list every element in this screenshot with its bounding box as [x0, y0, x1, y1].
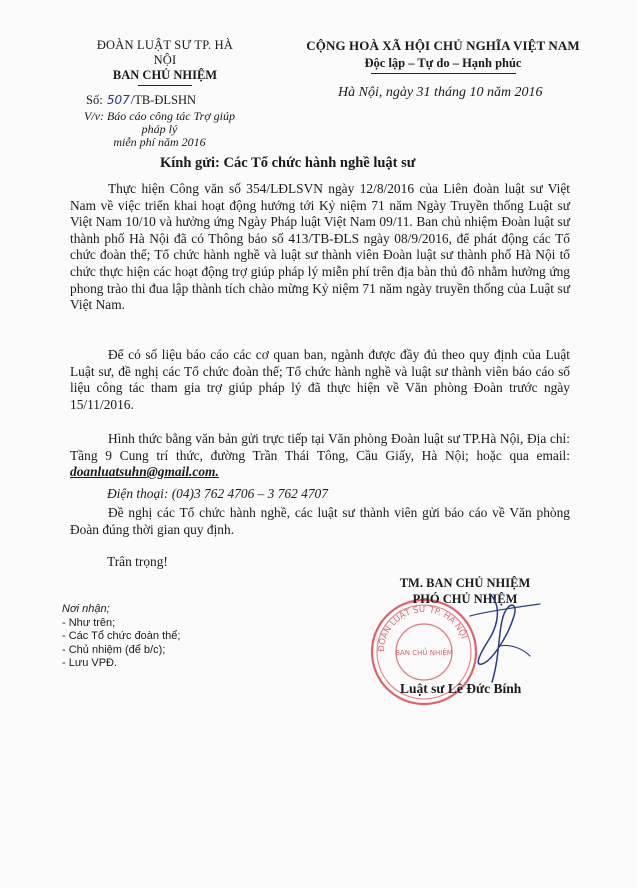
- seal-center-text: BAN CHỦ NHIỆM: [395, 649, 453, 657]
- org-name: ĐOÀN LUẬT SƯ TP. HÀ NỘI: [96, 38, 234, 67]
- document-number: [86, 93, 196, 108]
- recipient-item: - Chủ nhiệm (để b/c);: [62, 643, 166, 656]
- phone-line: Điện thoại: (04)3 762 4706 – 3 762 4707: [107, 486, 328, 501]
- body-paragraph-3: [70, 431, 570, 481]
- recipients-list: [62, 603, 180, 671]
- org-underline: [138, 85, 192, 86]
- recipient-item: - Các Tổ chức đoàn thể;: [62, 630, 181, 643]
- nation-motto: Độc lập – Tự do – Hạnh phúc: [364, 56, 522, 70]
- recipient-item: - Lưu VPĐ.: [62, 657, 118, 670]
- org-department: BAN CHỦ NHIỆM: [112, 68, 218, 82]
- issuing-organization: [90, 38, 240, 86]
- doc-number-suffix: /TB-ĐLSHN: [130, 93, 196, 107]
- subject-line-1: V/v: Báo cáo công tác Trợ giúp pháp lý: [83, 109, 236, 136]
- greeting-prefix: Kính gửi:: [160, 155, 220, 171]
- date-line: Hà Nội, ngày 31 tháng 10 năm 2016: [338, 85, 543, 100]
- doc-number-prefix: Số:: [86, 93, 103, 107]
- handwritten-signature: [430, 586, 550, 696]
- motto-underline: [371, 73, 516, 74]
- closing-regards: Trân trọng!: [107, 554, 168, 569]
- body-paragraph-2: Để có số liệu báo cáo các cơ quan ban, ngành được đầy đủ theo quy định của Luật Luật sư, đề nghị các Tổ chức đoàn thể; Tổ chức hành nghề và luật sư thành viên báo cáo số liệu công tác tham gia trợ giúp pháp lý đã thực hiện về Văn phòng Đoàn trước ngày 15/11/2016.: [70, 347, 570, 412]
- recipients-heading: Nơi nhận;: [62, 603, 110, 615]
- signature-title-line-1: TM. BAN CHỦ NHIỆM: [399, 576, 531, 590]
- signature-title-line-2: PHÓ CHỦ NHIỆM: [412, 592, 518, 606]
- national-heading: [303, 38, 583, 74]
- nation-name: CỘNG HOÀ XÃ HỘI CHỦ NGHĨA VIỆT NAM: [306, 38, 580, 53]
- doc-number-handwritten: 507: [106, 93, 130, 107]
- greeting: [160, 155, 415, 172]
- contact-text: Hình thức bằng văn bản gửi trực tiếp tại Văn phòng Đoàn luật sư TP.Hà Nội, Địa chỉ: Tầng 9 Cung trí thức, đường Trần Thái Tông, Cầu Giấy, Hà Nội; hoặc qua email:: [70, 431, 570, 463]
- body-paragraph-4: Đề nghị các Tổ chức hành nghề, các luật sư thành viên gửi báo cáo về Văn phòng Đoàn đúng thời gian quy định.: [70, 505, 570, 537]
- document-subject: [72, 110, 247, 149]
- body-paragraph-1: Thực hiện Công văn số 354/LĐLSVN ngày 12/8/2016 của Liên đoàn luật sư Việt Nam về việc triển khai hoạt động hướng tới Kỷ niệm 71 năm Ngày Truyền thống Luật sư Việt Nam 10/10 và hưởng ứng Ngày Pháp luật Việt Nam 09/11. Ban chủ nhiệm Đoàn luật sư thành phố Hà Nội đã có Thông báo số 413/TB-ĐLS ngày 08/9/2016, để phát động các Tổ chức đoàn thể; Tổ chức hành nghề và luật sư thành viên Đoàn luật sư thành phố Hà Nội tổ chức thực hiện các hoạt động trợ giúp pháp lý miễn phí trên địa bàn thủ đô nhằm hưởng ứng phong trào thi đua lập thành tích chào mừng Kỷ niệm 71 năm ngày truyền thống của Luật sư Việt Nam.: [70, 181, 570, 313]
- subject-line-2: miễn phí năm 2016: [113, 135, 206, 149]
- signer-name: Luật sư Lê Đức Bính: [400, 681, 522, 696]
- email-link[interactable]: doanluatsuhn@gmail.com.: [70, 464, 219, 480]
- recipient-item: - Như trên;: [62, 616, 116, 629]
- seal-ring-text: ĐOÀN LUẬT SƯ TP. HÀ NỘI: [376, 604, 469, 653]
- greeting-recipient: Các Tổ chức hành nghề luật sư: [223, 155, 416, 171]
